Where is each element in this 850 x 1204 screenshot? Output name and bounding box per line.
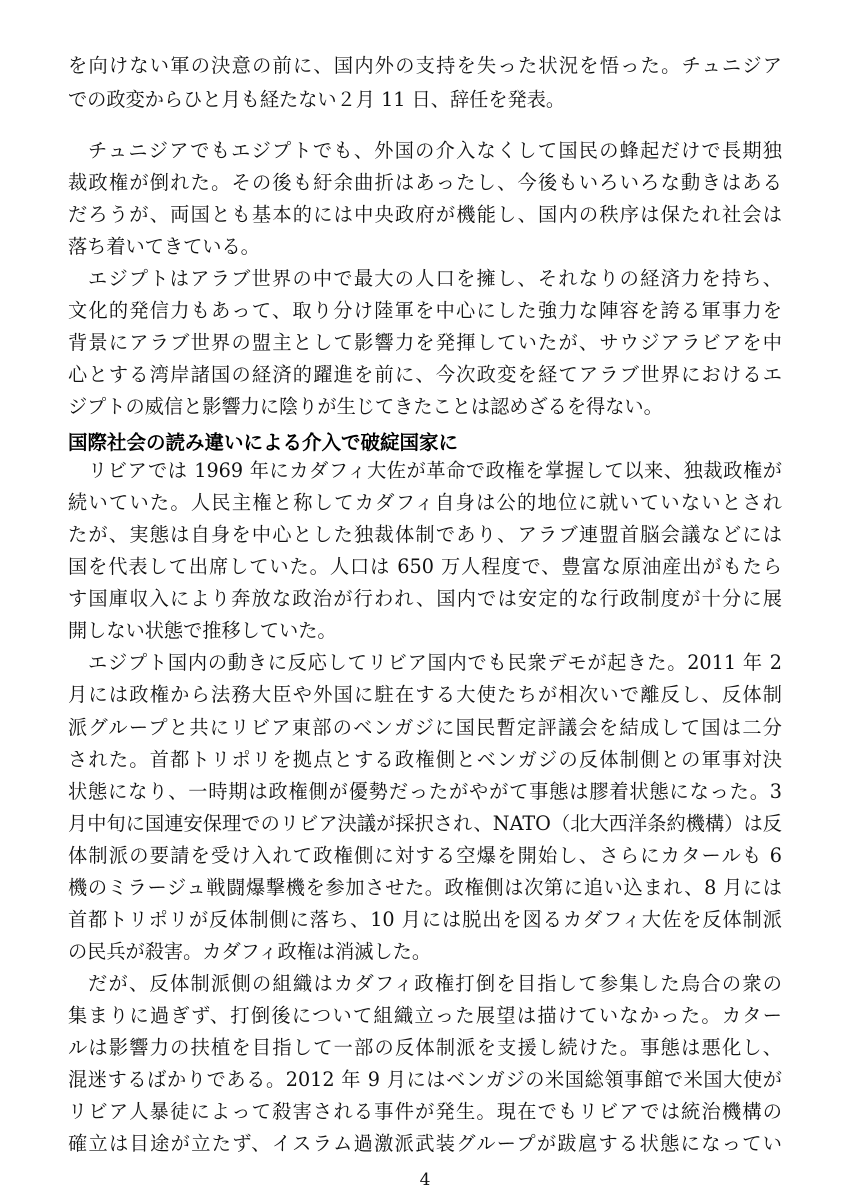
text-line: 背景にアラブ世界の盟主として影響力を発揮していたが、サウジアラビアを中 <box>68 331 782 354</box>
text-line: エジプト国内の動きに反応してリビア国内でも民衆デモが起きた。2011 年 2 <box>88 651 782 675</box>
text-line: での政変からひと月も経たない２月 11 日、辞任を発表。 <box>68 87 566 111</box>
text-line: だろうが、両国とも基本的には中央政府が機能し、国内の秩序は保たれ社会は <box>68 202 782 226</box>
text-line: リビアでは 1969 年にカダフィ大佐が革命で政権を掌握して以来、独裁政権が <box>88 459 782 483</box>
text-line: 確立は目途が立たず、イスラム過激派武装グループが跋扈する状態になってい <box>68 1132 782 1155</box>
text-line: 派グループと共にリビア東部のベンガジに国民暫定評議会を結成して国は二分 <box>68 715 782 739</box>
text-line: 機のミラージュ戦闘爆撃機を参加させた。政権側は次第に追い込まれ、8 月には <box>68 875 782 899</box>
text-line: 文化的発信力もあって、取り分け陸軍を中心にした強力な陣容を誇る軍事力を <box>68 299 782 322</box>
text-line: だが、反体制派側の組織はカダフィ政権打倒を目指して参集した烏合の衆の <box>88 971 782 995</box>
section-heading: 国際社会の読み違いによる介入で破綻国家に <box>68 430 459 454</box>
text-line: 状態になり、一時期は政権側が優勢だったがやがて事態は膠着状態になった。3 <box>68 779 782 803</box>
text-line: 裁政権が倒れた。その後も紆余曲折はあったし、今後もいろいろな動きはある <box>68 170 782 194</box>
text-line: 月中旬に国連安保理でのリビア決議が採択され、NATO（北大西洋条約機構）は反 <box>68 811 782 835</box>
text-line: たが、実態は自身を中心とした独裁体制であり、アラブ連盟首脳会議などには <box>68 523 782 547</box>
text-line: 国を代表して出席していた。人口は 650 万人程度で、豊富な原油産出がもたら <box>68 555 782 579</box>
text-line: ルは影響力の扶植を目指して一部の反体制派を支援し続けた。事態は悪化し、 <box>68 1035 782 1059</box>
page-number: 4 <box>419 1170 431 1190</box>
text-line: す国庫収入により奔放な政治が行われ、国内では安定的な行政制度が十分に展 <box>68 587 782 611</box>
text-line: 首都トリポリが反体制側に落ち、10 月には脱出を図るカダフィ大佐を反体制派 <box>68 907 782 931</box>
text-line: 集まりに過ぎず、打倒後について組織立った展望は描けていなかった。カター <box>68 1003 782 1027</box>
text-line: ジプトの威信と影響力に陰りが生じてきたことは認めざるを得ない。 <box>68 395 663 419</box>
text-line: リビア人暴徒によって殺害される事件が発生。現在でもリビアでは統治機構の <box>68 1099 782 1123</box>
text-line: された。首都トリポリを拠点とする政権側とベンガジの反体制側との軍事対決 <box>68 747 782 771</box>
text-line: エジプトはアラブ世界の中で最大の人口を擁し、それなりの経済力を持ち、 <box>88 267 782 290</box>
text-line: を向けない軍の決意の前に、国内外の支持を失った状況を悟った。チュニジア <box>68 54 782 77</box>
text-line: 続いていた。人民主権と称してカダフィ自身は公的地位に就いていないとされ <box>68 491 782 515</box>
text-line: 混迷するばかりである。2012 年 9 月にはベンガジの米国総領事館で米国大使が <box>68 1067 782 1091</box>
text-line: 開しない状態で推移していた。 <box>68 619 337 643</box>
text-line: 落ち着いてきている。 <box>68 234 260 258</box>
text-line: 月には政権から法務大臣や外国に駐在する大使たちが相次いで離反し、反体制 <box>68 683 782 707</box>
text-line: チュニジアでもエジプトでも、外国の介入なくして国民の蜂起だけで長期独 <box>88 138 782 162</box>
text-line: 心とする湾岸諸国の経済的躍進を前に、今次政変を経てアラブ世界におけるエ <box>68 363 782 387</box>
text-line: 体制派の要請を受け入れて政権側に対する空爆を開始し、さらにカタールも 6 <box>68 843 782 867</box>
text-line: の民兵が殺害。カダフィ政権は消滅した。 <box>68 939 432 963</box>
